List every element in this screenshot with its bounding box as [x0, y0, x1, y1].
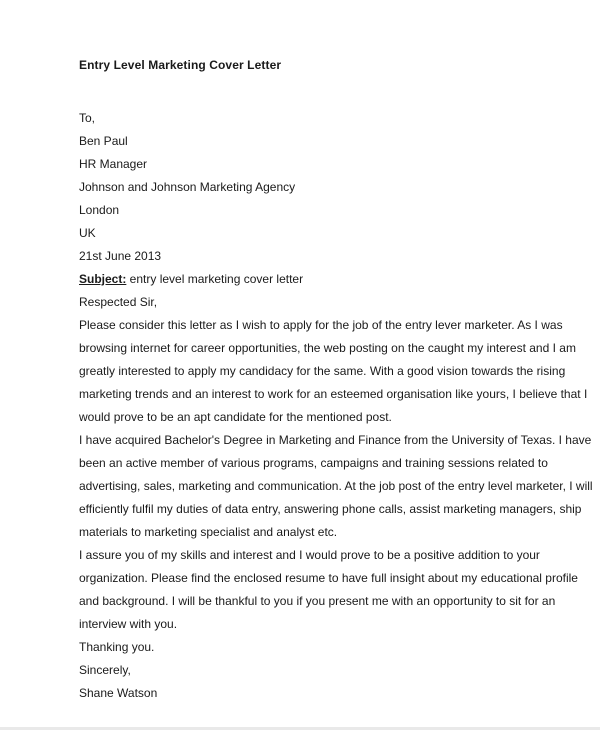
to-line: To, — [79, 111, 96, 125]
body-line: would prove to be an apt candidate for the mentioned post. — [79, 410, 392, 424]
body-line: efficiently fulfil my duties of data entry, answering phone calls, assist marketing managers, ship — [79, 502, 582, 516]
body-line: Please consider this letter as I wish to apply for the job of the entry lever marketer. As I was — [79, 318, 563, 332]
body-line: organization. Please find the enclosed resume to have full insight about my educational profile — [79, 571, 578, 585]
letter-body — [79, 110, 593, 708]
recipient-country: UK — [79, 226, 96, 240]
subject-text: entry level marketing cover letter — [126, 272, 304, 286]
greeting: Respected Sir, — [79, 295, 158, 309]
signature-name: Shane Watson — [79, 686, 158, 700]
closing-line: Sincerely, — [79, 663, 131, 677]
body-line: browsing internet for career opportunities, the web posting on the caught my interest and I am — [79, 341, 576, 355]
body-line: I assure you of my skills and interest and I would prove to be a positive addition to your — [79, 548, 540, 562]
letter-date: 21st June 2013 — [79, 249, 162, 263]
body-line: I have acquired Bachelor's Degree in Marketing and Finance from the University of Texas. I have — [79, 433, 592, 447]
body-line: and background. I will be thankful to you if you present me with an opportunity to sit for an — [79, 594, 556, 608]
body-line: interview with you. — [79, 617, 178, 631]
body-line: marketing trends and an interest to work for an esteemed organisation like yours, I believe that I — [79, 387, 588, 401]
subject-line — [79, 271, 579, 294]
body-line: materials to marketing specialist and analyst etc. — [79, 525, 338, 539]
document-title: Entry Level Marketing Cover Letter — [79, 58, 282, 72]
body-line: advertising, sales, marketing and communication. At the job post of the entry level marketer, I will — [79, 479, 593, 493]
recipient-title: HR Manager — [79, 157, 148, 171]
body-line: been an active member of various programs, campaigns and training sessions related to — [79, 456, 548, 470]
subject-label: Subject: — [79, 272, 127, 286]
recipient-city: London — [79, 203, 120, 217]
recipient-name: Ben Paul — [79, 134, 128, 148]
body-line: greatly interested to apply my candidacy for the same. With a good vision towards the rising — [79, 364, 566, 378]
recipient-company: Johnson and Johnson Marketing Agency — [79, 180, 296, 194]
thanks-line: Thanking you. — [79, 640, 155, 654]
